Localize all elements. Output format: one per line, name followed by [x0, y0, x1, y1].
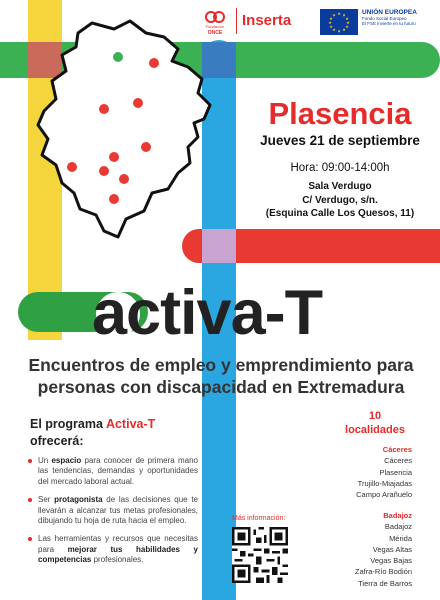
event-date: Jueves 21 de septiembre [260, 133, 420, 148]
caceres-title: Cáceres [382, 445, 412, 454]
caceres-localities [356, 444, 412, 500]
locality-item: Badajoz [384, 522, 412, 532]
event-city: Plasencia [268, 96, 412, 131]
localities-heading [320, 410, 430, 438]
locality-item: Tierra de Barros [358, 578, 412, 588]
localities-count: 10 [368, 410, 382, 422]
program-heading-post: ofrecerá: [30, 433, 84, 448]
svg-text:★: ★ [329, 16, 333, 21]
locality-item: Plasencia [379, 467, 412, 477]
subtitle-line-1: Encuentros de empleo y emprendimiento para [28, 355, 414, 375]
more-info-label: Más información: [232, 515, 286, 522]
subtitle-line-2: personas con discapacidad en Extremadura [37, 377, 405, 398]
venue-name: Sala Verdugo [308, 181, 372, 192]
svg-text:★: ★ [332, 27, 336, 32]
badajoz-localities [355, 510, 412, 589]
program-item: Las herramientas y recursos que necesitas para mejorar tus habilidades y competencias profesionales. [28, 534, 198, 565]
eu-label [362, 9, 417, 26]
event-time: Hora: 09:00-14:00h [290, 162, 390, 174]
program-heading-brand: Activa-T [105, 417, 156, 431]
svg-text:★: ★ [328, 20, 332, 25]
qr-code[interactable] [232, 527, 288, 583]
locality-item: Mérida [389, 533, 412, 543]
event-subtitle [18, 354, 424, 399]
event-venue [248, 180, 432, 221]
localities-label: localidades [345, 423, 405, 436]
svg-text:★: ★ [342, 27, 346, 32]
inserta-logo: Inserta [242, 12, 292, 29]
svg-text:★: ★ [332, 12, 336, 18]
eu-flag-icon [320, 9, 358, 35]
eu-title: UNIÓN EUROPEA [362, 9, 417, 16]
program-heading [30, 416, 190, 450]
svg-text:★: ★ [342, 12, 346, 18]
program-heading-pre: El programa [30, 417, 106, 431]
svg-text:★: ★ [337, 28, 341, 34]
program-list [28, 456, 198, 574]
logo-divider [236, 8, 237, 34]
locality-item: Trujillo-Miajadas [357, 478, 412, 488]
venue-note: (Esquina Calle Los Quesos, 11) [265, 208, 415, 219]
svg-text:★: ★ [345, 24, 349, 29]
venue-address: C/ Verdugo, s/n. [302, 194, 378, 206]
extremadura-map [22, 15, 222, 245]
locality-item: Vegas Bajas [370, 556, 412, 565]
svg-text:★: ★ [345, 16, 349, 21]
locality-item: Vegas Altas [372, 544, 412, 554]
program-item: Un espacio para conocer de primera mano las tendencias, demandas y oportunidades del mercado laboral actual. [28, 456, 198, 487]
locality-item: Cáceres [384, 456, 412, 466]
brand-wordmark: activa-T [92, 278, 323, 348]
locality-item: Zafra-Río Bodión [354, 567, 412, 577]
once-foundation-logo [196, 8, 234, 36]
svg-text:★: ★ [329, 24, 333, 29]
locality-item: Campo Arañuelo [356, 490, 412, 499]
svg-text:★: ★ [337, 11, 341, 16]
badajoz-title: Badajoz [383, 511, 412, 520]
eu-subtitle: Fondo Social Europeo [362, 16, 407, 21]
svg-text:ONCE: ONCE [207, 30, 223, 36]
program-item: Ser protagonista de las decisiones que te llevarán a alcanzar tus metas profesionales, dibujando tu hoja de ruta hacia el empleo. [28, 495, 198, 526]
eu-tagline: El FSE invierte en tu futuro [362, 21, 416, 26]
svg-text:Fundación: Fundación [205, 24, 225, 29]
svg-text:★: ★ [346, 20, 350, 25]
